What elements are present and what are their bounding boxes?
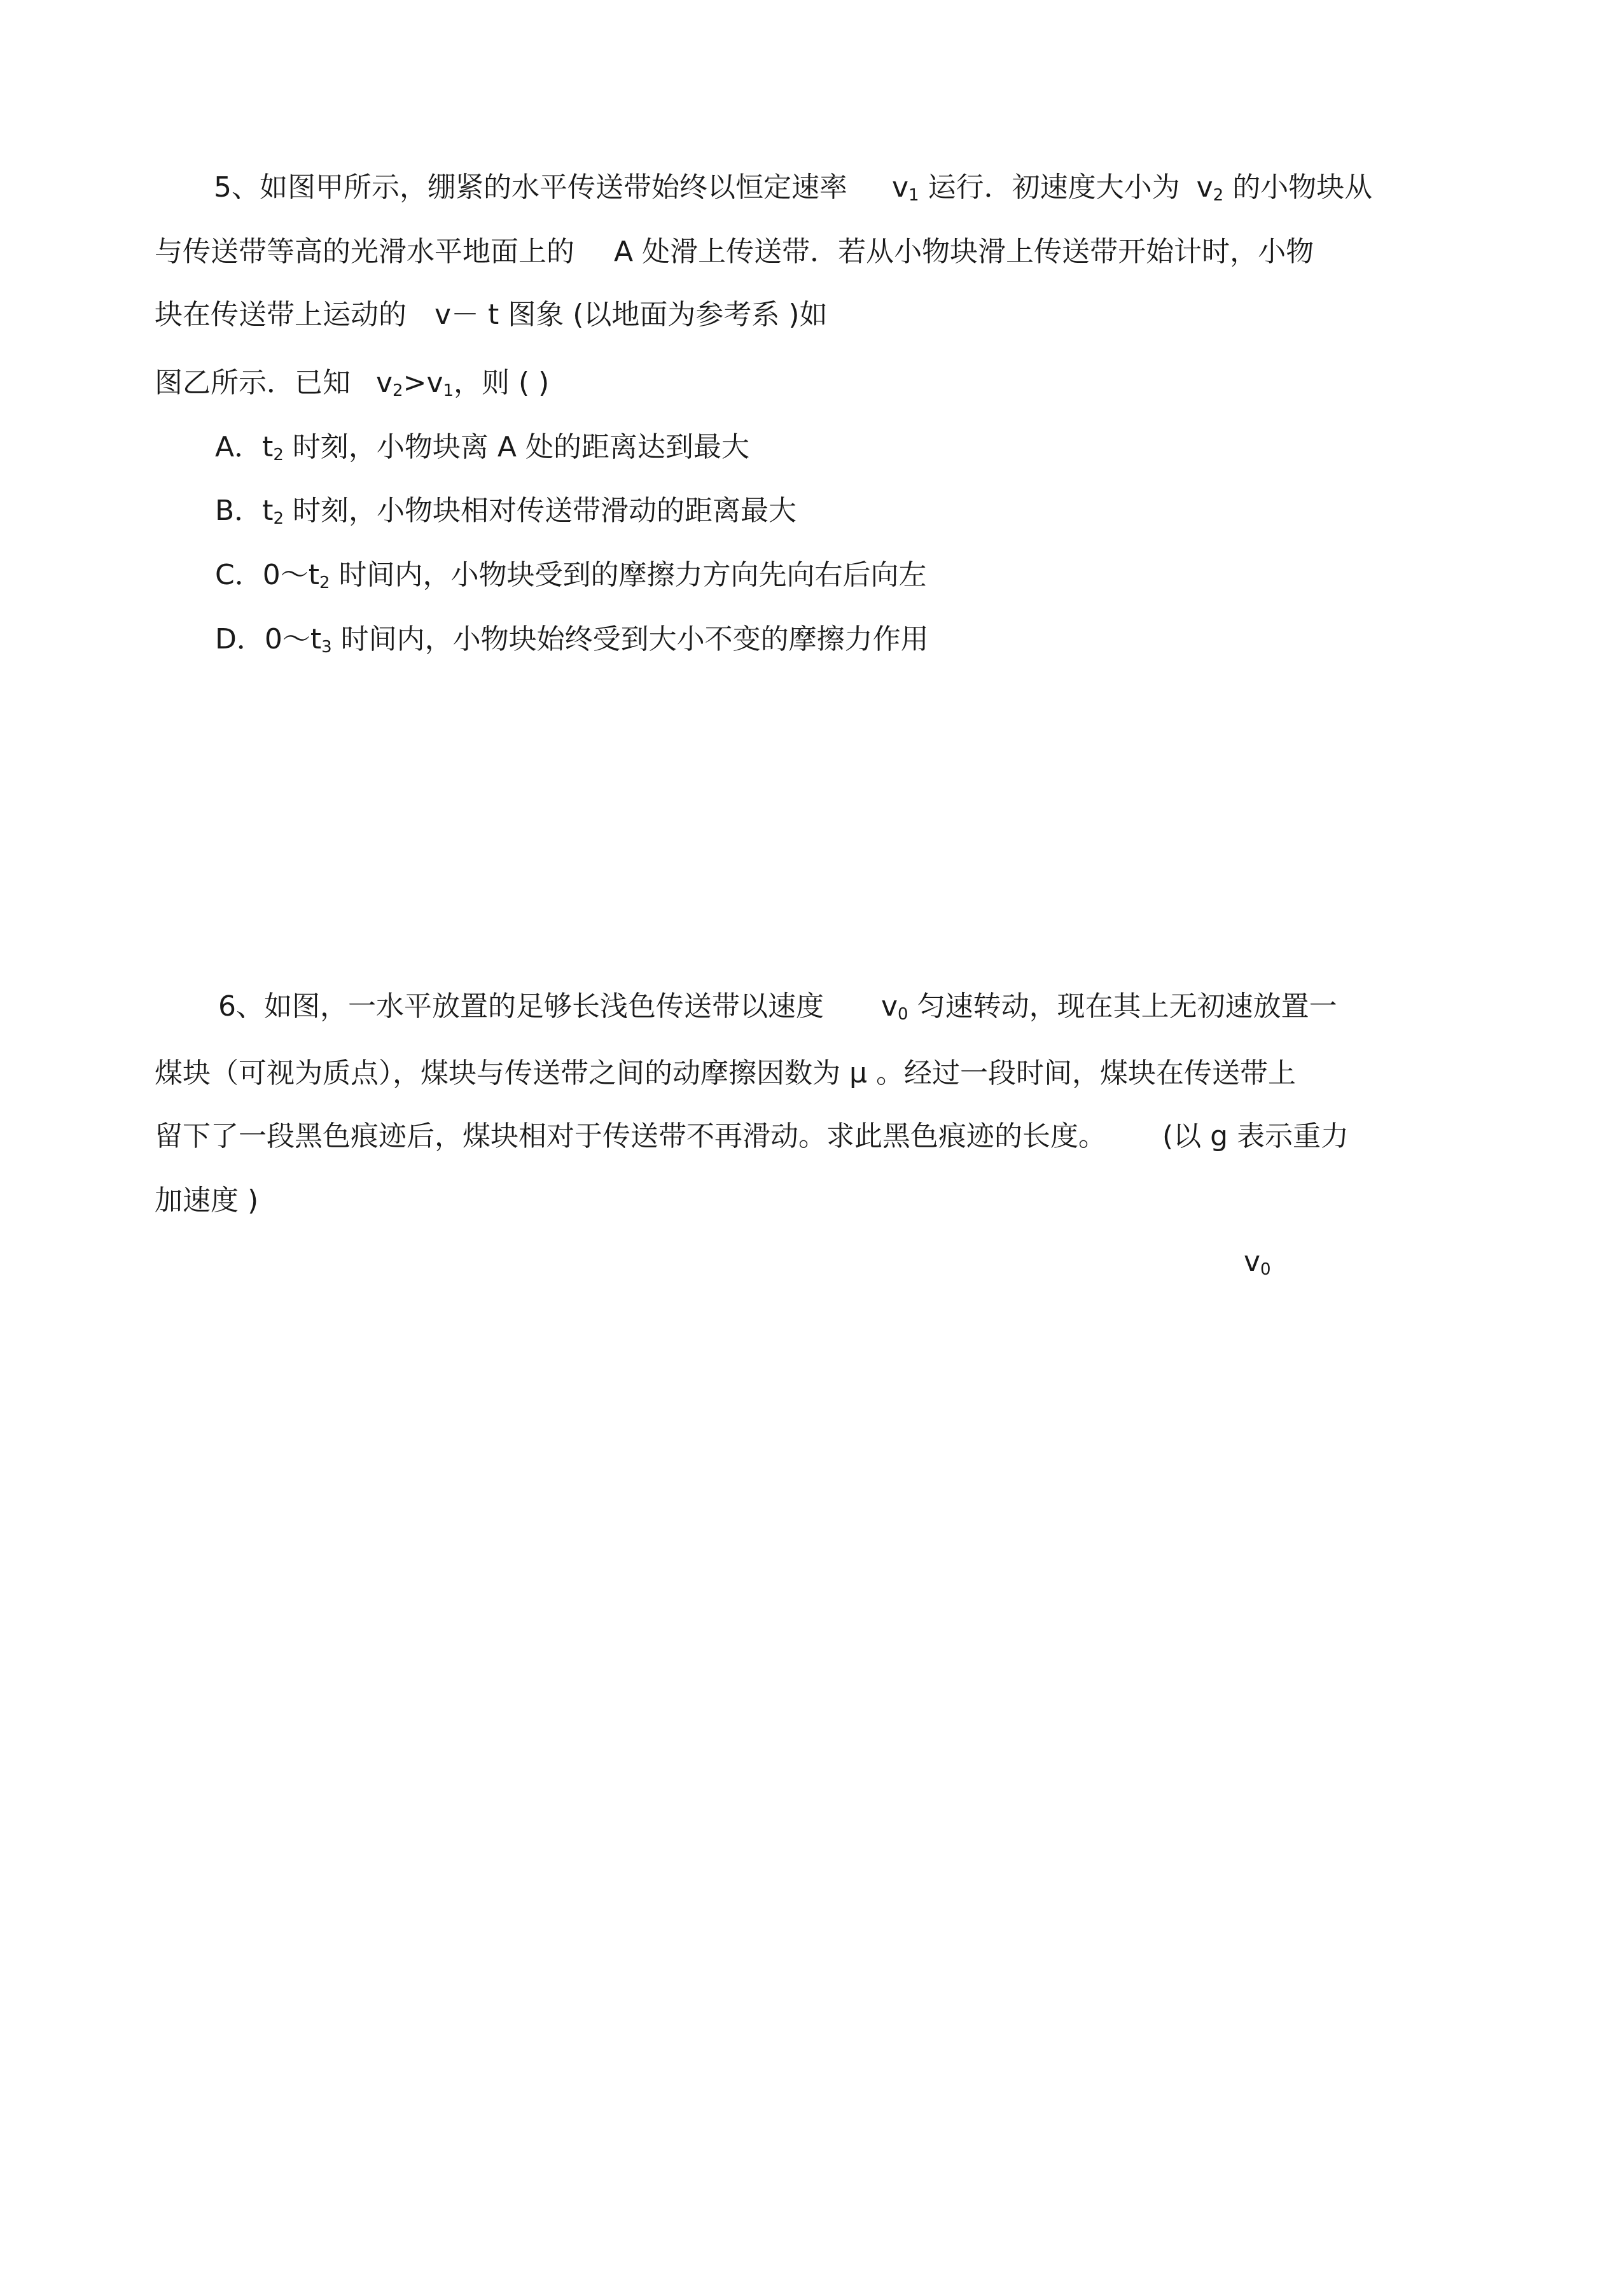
figure-label-v0: $v_0$: [1244, 1245, 1271, 1279]
option-d: D．$0\sim t_3$ 时间内，小物块始终受到大小不变的摩擦力作用: [215, 623, 929, 657]
problem-5-line-4: 图乙所示．已知 $v_2>v_1$，则 ( ): [155, 367, 550, 400]
option-label: C．: [215, 559, 263, 591]
problem-5-number: 5、: [214, 171, 260, 204]
problem-6-line-1: 6、如图，一水平放置的足够长浅色传送带以速度 $v_0$ 匀速转动，现在其上无初速放置一: [218, 990, 1337, 1024]
problem-5-line-3: 块在传送带上运动的 v－ t 图象 (以地面为参考系 )如: [155, 298, 828, 331]
problem-5-line-1: 5、如图甲所示，绷紧的水平传送带始终以恒定速率 $v_1$ 运行．初速度大小为 $v_2$ 的小物块从: [214, 171, 1373, 205]
problem-6-number: 6、: [218, 990, 264, 1023]
option-c: C．$0\sim t_2$ 时间内，小物块受到的摩擦力方向先向右后向左: [215, 559, 927, 592]
problem-5-line-2: 与传送带等高的光滑水平地面上的 A 处滑上传送带．若从小物块滑上传送带开始计时，小物: [155, 235, 1314, 268]
problem-6-line-2: 煤块（可视为质点），煤块与传送带之间的动摩擦因数为 μ 。经过一段时间，煤块在传送带上: [155, 1057, 1296, 1089]
problem-6-line-3: 留下了一段黑色痕迹后，煤块相对于传送带不再滑动。求此黑色痕迹的长度。 (以 g 表示重力: [155, 1120, 1349, 1152]
option-label: A．: [215, 431, 263, 463]
problem-6-line-4: 加速度 ): [155, 1184, 259, 1217]
option-a: A．$t_2$ 时刻，小物块离 A 处的距离达到最大: [215, 431, 749, 465]
option-label: B．: [215, 494, 263, 527]
option-label: D．: [215, 623, 265, 655]
option-b: B．$t_2$ 时刻，小物块相对传送带滑动的距离最大: [215, 494, 797, 528]
